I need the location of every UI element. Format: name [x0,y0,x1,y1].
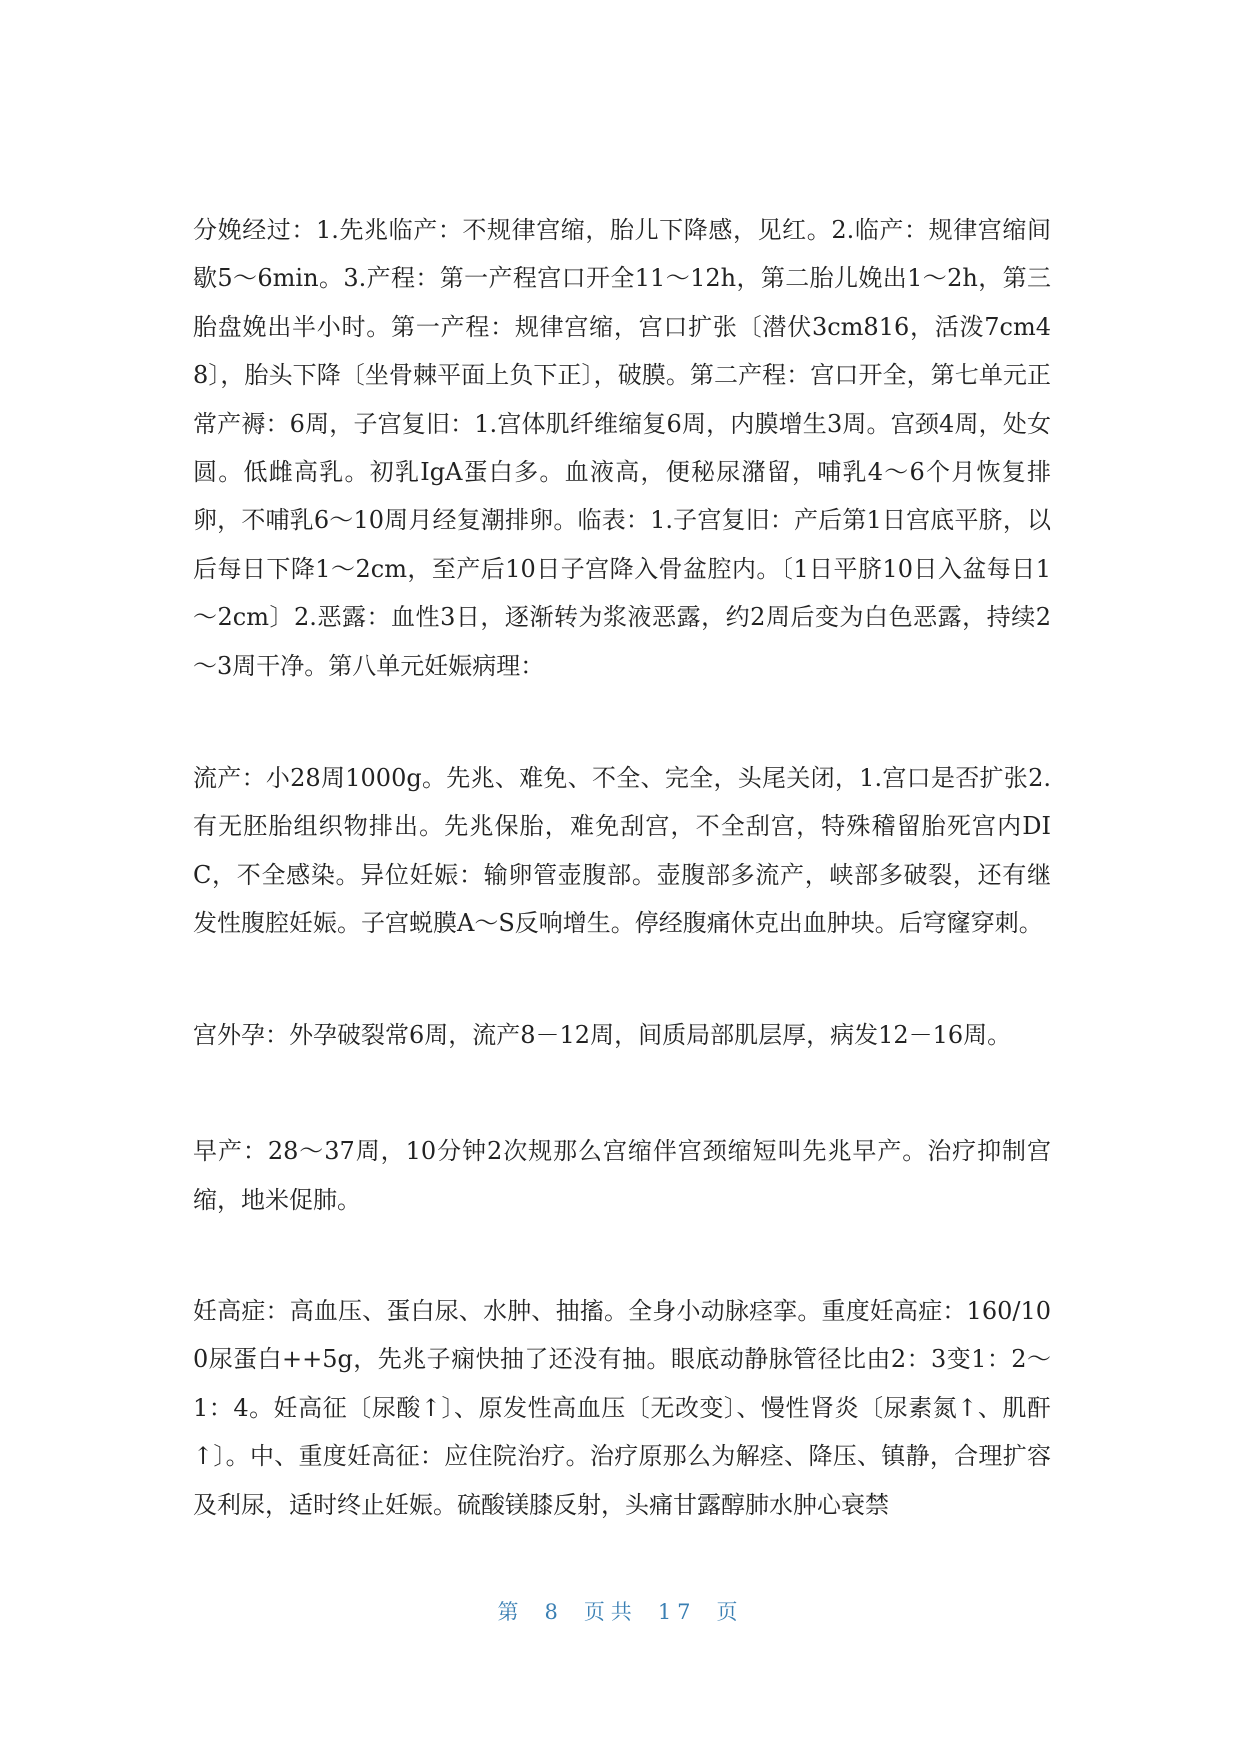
footer-suffix: 页 [716,1600,744,1624]
footer-middle: 页共 [583,1600,638,1624]
footer-page-number: 8 [544,1600,564,1624]
footer-prefix: 第 [497,1600,525,1624]
paragraph-preterm-birth: 早产：28～37周，10分钟2次规那么宫缩伴宫颈缩短叫先兆早产。治疗抑制宫缩，地米促肺。 [193,1137,1051,1214]
footer-total-pages: 17 [657,1600,697,1624]
paragraph-delivery-puerperium: 分娩经过：1.先兆临产：不规律宫缩，胎儿下降感，见红。2.临产：规律宫缩间歇5～6min。3.产程：第一产程宫口开全11～12h，第二胎儿娩出1～2h，第三胎盘娩出半小时。第一产程：规律宫缩，宫口扩张〔潜伏3cm816，活泼7cm48〕，胎头下降〔坐骨棘平面上负下正〕，破膜。第二产程：宫口开全，第七单元正常产褥：6周，子宫复旧：1.宫体肌纤维缩复6周，内膜增生3周。宫颈4周，处女圆。低雌高乳。初乳IgA蛋白多。血液高，便秘尿潴留，哺乳4～6个月恢复排卵，不哺乳6～10周月经复潮排卵。临表：1.子宫复旧：产后第1日宫底平脐，以后每日下降1～2cm，至产后10日子宫降入骨盆腔内。〔1日平脐10日入盆每日1～2cm〕2.恶露：血性3日，逐渐转为浆液恶露，约2周后变为白色恶露，持续2～3周干净。第八单元妊娠病理： [193,216,1051,680]
paragraph-preeclampsia: 妊高症：高血压、蛋白尿、水肿、抽搐。全身小动脉痉挛。重度妊高症：160/100尿蛋白++5g，先兆子痫快抽了还没有抽。眼底动静脉管径比由2：3变1：2～1：4。妊高征〔尿酸↑〕、原发性高血压〔无改变〕、慢性肾炎〔尿素氮↑、肌酐↑〕。中、重度妊高征：应住院治疗。治疗原那么为解痉、降压、镇静，合理扩容及利尿，适时终止妊娠。硫酸镁膝反射，头痛甘露醇肺水肿心衰禁 [193,1296,1051,1519]
document-body [193,206,1051,1529]
paragraph-abortion: 流产：小28周1000g。先兆、难免、不全、完全，头尾关闭，1.宫口是否扩张2.有无胚胎组织物排出。先兆保胎，难免刮宫，不全刮宫，特殊稽留胎死宫内DIC，不全感染。异位妊娠：输卵管壶腹部。壶腹部多流产，峡部多破裂，还有继发性腹腔妊娠。子宫蜕膜A～S反响增生。停经腹痛休克出血肿块。后穹窿穿刺。 [193,764,1051,938]
page-footer [0,1596,1241,1626]
paragraph-ectopic-pregnancy: 宫外孕：外孕破裂常6周，流产8－12周，间质局部肌层厚，病发12－16周。 [193,1020,1012,1049]
